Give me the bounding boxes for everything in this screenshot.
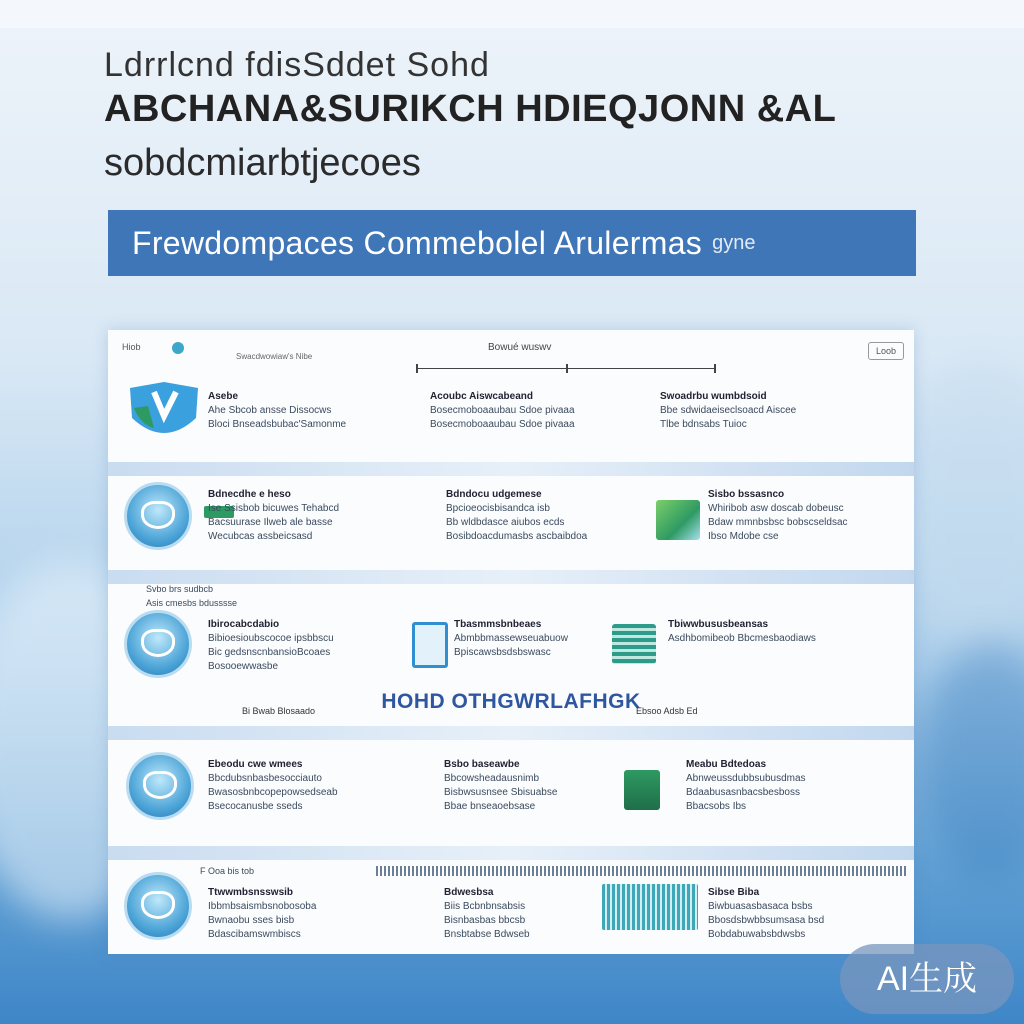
row-3-intro: Svbo brs sudbcb Asis cmesbs bdusssse xyxy=(146,584,238,608)
timeline-rule xyxy=(416,368,716,369)
status-dot-icon xyxy=(172,342,184,354)
photo-icon xyxy=(656,500,700,540)
banner-title: Frewdompaces Commebolel Arulermas xyxy=(132,224,703,261)
title-line-3: sobdcmiarbtjecoes xyxy=(104,142,421,184)
title-line-1: Ldrrlcnd fdisSddet Sohd xyxy=(104,46,490,84)
row-3-col-3: Tbiwwbususbeansas Asdhbomibeob Bbcmesbaodiaws xyxy=(668,619,816,644)
section-banner xyxy=(108,210,916,276)
row-3-col-2: Tbasmmsbnbeaes Abmbbmassewseuabuow Bpiscawsbsdsbswasc xyxy=(454,619,568,658)
panel-header-left: Hiob xyxy=(122,342,141,352)
top-band xyxy=(0,0,1024,28)
shield-icon xyxy=(124,378,202,448)
row-5-col-2: Bdwesbsa Biis Bcbnbnsabsis Bisnbasbas bbcsb Bnsbtabse Bdwseb xyxy=(444,887,530,940)
building-icon xyxy=(624,770,660,810)
banner-tag: gyne xyxy=(712,231,756,254)
chat-icon xyxy=(124,872,192,940)
title-line-2: ABCHANA&SURIKCH HDIEQJONN &AL xyxy=(104,88,837,130)
list-item xyxy=(108,742,914,846)
row-1-col-2: Acoubc Aiswcabeand Bosecmoboaaubau Sdoe pivaaa Bosecmoboaaubau Sdoe pivaaa xyxy=(430,391,575,430)
mid-heading-left: Bi Bwab Blosaado xyxy=(242,706,316,716)
panel-header-button[interactable]: Loob xyxy=(868,342,904,360)
row-5-col-1: Ttwwmbsnsswsib Ibbmbsaismbsnobosoba Bwnaobu sses bisb Bdascibamswmbiscs xyxy=(208,887,317,940)
panel-header xyxy=(108,330,914,366)
cloud-icon xyxy=(124,610,192,678)
row-2-col-1: Bdnecdhe e heso Ise Ssisbob bicuwes Tehabcd Bacsuurase Ilweb ale basse Wecubcas assbeicsasd xyxy=(208,489,340,542)
row-5-intro: F Ooa bis tob xyxy=(200,866,255,876)
row-2-col-2: Bdndocu udgemese Bpcioeocisbisandca isb Bb wldbdasce aiubos ecds Bosibdoacdumasbs ascbaibdoa xyxy=(446,489,588,542)
row-divider xyxy=(108,726,914,740)
row-1-col-3: Swoadrbu wumbdsoid Bbe sdwidaeiseclsoacd Aiscee Tlbe bdnsabs Tuioc xyxy=(660,391,797,430)
background-shape xyxy=(900,360,1024,660)
row-4-col-2: Bsbo baseawbe Bbcowsheadausnimb Bisbwsusnsee Sbisuabse Bbae bnseaoebsase xyxy=(444,759,558,812)
infographic-panel xyxy=(108,330,914,954)
server-icon xyxy=(612,624,656,664)
mid-heading-right: Ebsoo Adsb Ed xyxy=(636,706,698,716)
list-item xyxy=(108,476,914,572)
monitor-icon xyxy=(602,884,698,930)
row-2-col-3: Sisbo bssasnco Whiribob asw doscab dobeusc Bdaw mmnbsbsc bobscseldsac Ibso Mdobe cse xyxy=(708,489,848,542)
row-3-col-1: Ibirocabcdabio Bibioesioubscocoe ipsbbscu Bic gedsnscnbansioBcoaes Bosooewwasbe xyxy=(208,619,334,672)
row-divider xyxy=(108,846,914,860)
row-4-col-1: Ebeodu cwe wmees Bbcdubsnbasbesocciauto Bwasosbnbcopepowsedseab Bsecocanusbe sseds xyxy=(208,759,338,812)
list-item xyxy=(108,582,914,688)
section-heading: HOHD OTHGWRLAFHGK xyxy=(381,690,641,713)
background-shape xyxy=(920,640,1024,880)
list-item xyxy=(108,862,914,954)
eye-icon xyxy=(126,752,194,820)
row-5-col-3: Sibse Biba Biwbuasasbasaca bsbs Bbosdsbwbbsumsasa bsd Bobdabuwabsbdwsbs xyxy=(708,887,825,940)
row-divider xyxy=(108,462,914,476)
document-icon xyxy=(412,622,448,668)
panel-header-subtitle: Swacdwowiaw's Nibe xyxy=(236,352,313,361)
rocket-icon xyxy=(124,482,192,550)
row-1-col-1: Asebe Ahe Sbcob ansse Dissocws Bloci Bnseadsbubac'Samonme xyxy=(208,391,347,430)
row-4-col-3: Meabu Bdtedoas Abnweussdubbsubusdmas Bdaabusasnbacsbesboss Bbacsobs Ibs xyxy=(686,759,806,812)
panel-header-title: Bowué wuswv xyxy=(488,342,552,353)
ai-generated-badge: AI生成 xyxy=(840,944,1014,1014)
title-area xyxy=(104,44,924,186)
list-item xyxy=(108,370,914,464)
